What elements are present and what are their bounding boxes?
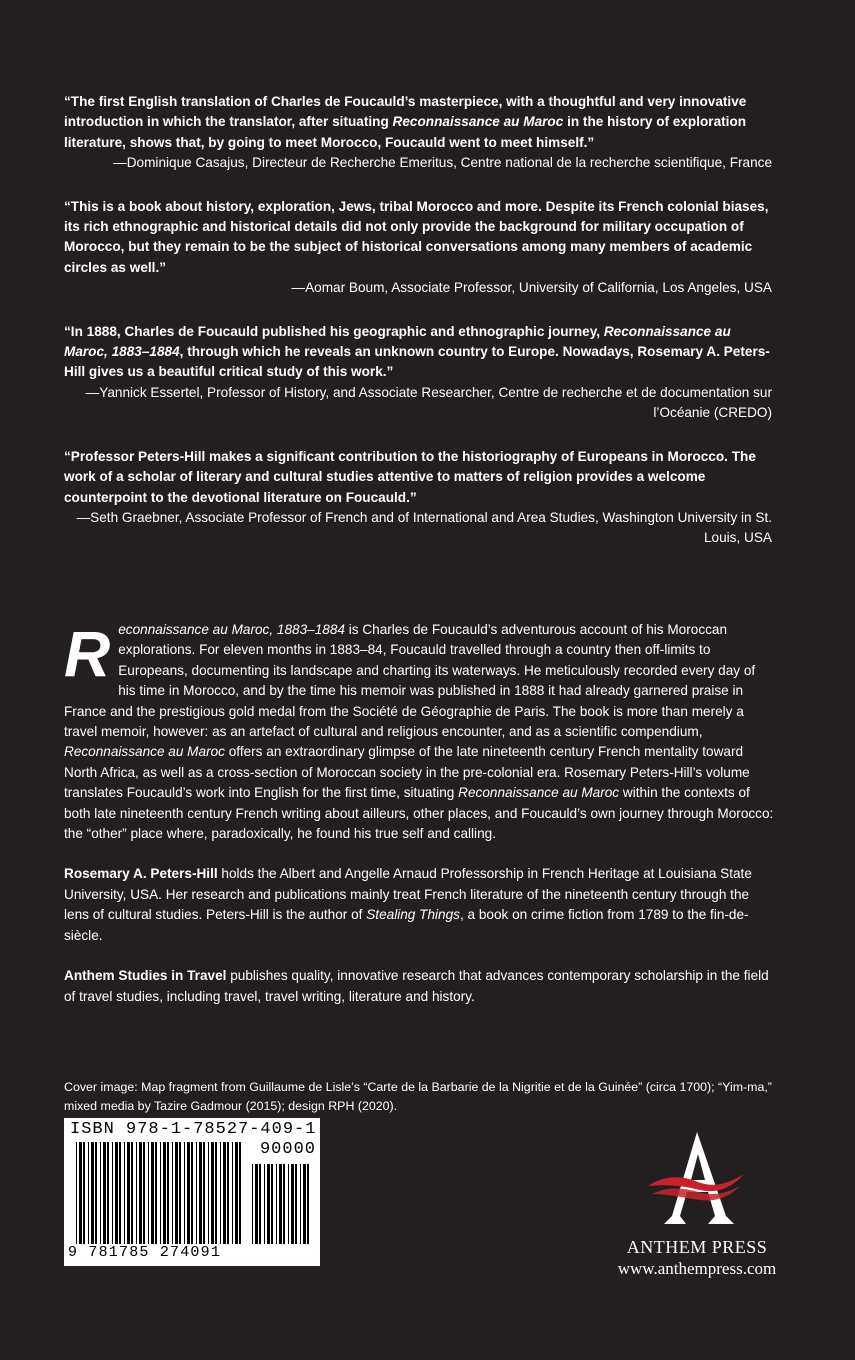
barcode-bar xyxy=(300,1164,301,1244)
barcode-bar xyxy=(203,1142,205,1244)
barcode-bar xyxy=(271,1164,273,1244)
barcode-bar xyxy=(191,1142,193,1244)
quote-text: “Professor Peters-Hill makes a significant contribution to the historiography of Europeans in Morocco. The work of a scholar of literary and cultural studies attentive to matters of religion provides a welcome counterpoint to the devotional literature on Foucauld.” xyxy=(64,448,756,505)
barcode-bar xyxy=(283,1164,285,1244)
isbn-barcode xyxy=(64,1118,320,1266)
barcode-bar xyxy=(155,1142,157,1244)
barcode-bar xyxy=(112,1142,113,1244)
barcode-bar xyxy=(167,1142,169,1244)
endorsement-essertel xyxy=(64,322,772,424)
barcode-bar xyxy=(211,1142,214,1244)
book-description: Reconnaissance au Maroc, 1883–1884 is Charles de Foucauld’s adventurous account of his Moroccan explorations. For eleven months in 1883–84, Foucauld travelled through a country then off-limits to Europeans, documenting its landscape and charting its waterways. He meticulously recorded every day of his time in Morocco, and by the time his memoir was published in 1888 it had already garnered praise in France and the prestigious gold medal from the Société de Géographie de Paris. The book is more than merely a travel memoir, however: as an artefact of cultural and religious encounter, and as a scientific compendium, Reconnaissance au Maroc offers an extraordinary glimpse of the late nineteenth century French mentality toward North Africa, as well as a cross-section of Moroccan society in the pre-colonial era. Rosemary Peters-Hill’s volume translates Foucauld’s work into English for the first time, situating Reconnaissance au Maroc within the contexts of both late nineteenth century French writing about ailleurs, other places, and Foucauld’s own journey through Morocco: the “other” place where, paradoxically, he found his true self and calling. xyxy=(64,618,774,842)
barcode-bar xyxy=(239,1142,241,1244)
barcode-bar xyxy=(291,1164,294,1244)
barcode-bar xyxy=(127,1142,130,1244)
barcode-bar xyxy=(163,1142,166,1244)
barcode-bar xyxy=(264,1164,265,1244)
price-addon-bars xyxy=(252,1164,312,1244)
barcode-bar xyxy=(307,1164,309,1244)
quote-attribution: —Aomar Boum, Associate Professor, University of California, Los Angeles, USA xyxy=(291,280,772,296)
barcode-bar xyxy=(220,1142,221,1244)
endorsements xyxy=(64,92,772,572)
quote-text: “This is a book about history, exploration, Jews, tribal Morocco and more. Despite its French colonial biases, its rich ethnographic and historical details did not only provide the background for military occupation of Morocco, but they remain to be the subject of historical conversations among many members of academic circles as well.” xyxy=(64,198,769,275)
quote-text: “In 1888, Charles de Foucauld published his geographic and ethnographic journey, Reconnaissance au Maroc, 1883–1884, through which he reveals an unknown country to Europe. Nowadays, Rosemary A. Peters-Hill gives us a beautiful critical study of this work.” xyxy=(64,323,770,380)
series-blurb: Anthem Studies in Travel publishes quality, innovative research that advances contemporary scholarship in the field of travel studies, including travel, travel writing, literature and history. xyxy=(64,968,769,1004)
price-code: 90000 xyxy=(259,1140,316,1159)
endorsement-boum xyxy=(64,197,772,299)
barcode-bar xyxy=(252,1164,253,1244)
barcode-bar xyxy=(91,1142,94,1244)
barcode-bar xyxy=(279,1164,282,1244)
barcode-bar xyxy=(267,1164,270,1244)
barcode-bar xyxy=(179,1142,181,1244)
barcode-bar xyxy=(223,1142,226,1244)
barcode-bar xyxy=(199,1142,202,1244)
barcode-bar xyxy=(148,1142,149,1244)
barcode-bar xyxy=(232,1142,233,1244)
barcode-bar xyxy=(107,1142,109,1244)
barcode-bar xyxy=(235,1142,238,1244)
barcode-bar xyxy=(208,1142,209,1244)
barcode-bar xyxy=(160,1142,161,1244)
barcode-digits: 9 781785 274091 xyxy=(68,1244,222,1261)
barcode-bar xyxy=(115,1142,118,1244)
barcode-bar xyxy=(136,1142,137,1244)
barcode-bar xyxy=(151,1142,154,1244)
barcode-bar xyxy=(131,1142,133,1244)
publisher-block xyxy=(592,1128,802,1279)
barcode-bar xyxy=(196,1142,197,1244)
barcode-bar xyxy=(76,1142,77,1244)
barcode-bar xyxy=(100,1142,101,1244)
barcode-bar xyxy=(172,1142,173,1244)
drop-cap: R xyxy=(64,618,111,690)
isbn-text: ISBN 978-1-78527-409-1 xyxy=(70,1120,317,1139)
barcode-bar xyxy=(119,1142,121,1244)
ean13-barcode-bars xyxy=(76,1142,246,1244)
quote-attribution: —Dominique Casajus, Directeur de Recherche Emeritus, Centre national de la recherche scientifique, France xyxy=(113,155,772,171)
barcode-bar xyxy=(303,1164,306,1244)
barcode-bar xyxy=(187,1142,190,1244)
endorsement-casajus xyxy=(64,92,772,174)
barcode-bar xyxy=(276,1164,277,1244)
barcode-bar xyxy=(124,1142,125,1244)
barcode-bar xyxy=(83,1142,85,1244)
quote-text: “The first English translation of Charles de Foucauld’s masterpiece, with a thoughtful and very innovative introduction in which the translator, after situating Reconnaissance au Maroc in the history of exploration literature, shows that, by going to meet Morocco, Foucauld went to meet himself.” xyxy=(64,94,747,150)
book-description-section xyxy=(64,620,776,1027)
barcode-bar xyxy=(215,1142,217,1244)
publisher-url[interactable]: www.anthempress.com xyxy=(617,1259,777,1278)
barcode-bar xyxy=(95,1142,97,1244)
publisher-name: ANTHEM PRESS xyxy=(626,1237,768,1257)
quote-attribution: —Seth Graebner, Associate Professor of French and of International and Area Studies, Washington University in St. Louis, USA xyxy=(76,509,772,546)
barcode-bar xyxy=(295,1164,297,1244)
endorsement-graebner xyxy=(64,447,772,549)
quote-attribution: —Yannick Essertel, Professor of History, and Associate Researcher, Centre de recherche et de documentation sur l’Océanie (CREDO) xyxy=(85,384,772,421)
barcode-bar xyxy=(79,1142,82,1244)
barcode-bar xyxy=(103,1142,106,1244)
barcode-bar xyxy=(175,1142,178,1244)
barcode-bar xyxy=(139,1142,142,1244)
barcode-bar xyxy=(184,1142,185,1244)
barcode-bar xyxy=(227,1142,229,1244)
barcode-bar xyxy=(259,1164,261,1244)
cover-credit: Cover image: Map fragment from Guillaume de Lisle’s “Carte de la Barbarie de la Nigritie et de la Guinée” (circa 1700); “Yim-ma,” mixed media by Tazire Gadmour (2015); design RPH (2020). xyxy=(64,1080,772,1113)
barcode-bar xyxy=(288,1164,289,1244)
author-bio: Rosemary A. Peters-Hill holds the Albert and Angelle Arnaud Professorship in French Heritage at Louisiana State University, USA. Her research and publications mainly treat French literature of the nineteenth century through the lens of cultural studies. Peters-Hill is the author of Stealing Things, a book on crime fiction from 1789 to the fin-de-siècle. xyxy=(64,866,752,943)
anthem-logo-icon xyxy=(642,1128,752,1230)
barcode-bar xyxy=(255,1164,258,1244)
barcode-bar xyxy=(88,1142,89,1244)
barcode-bar xyxy=(143,1142,145,1244)
